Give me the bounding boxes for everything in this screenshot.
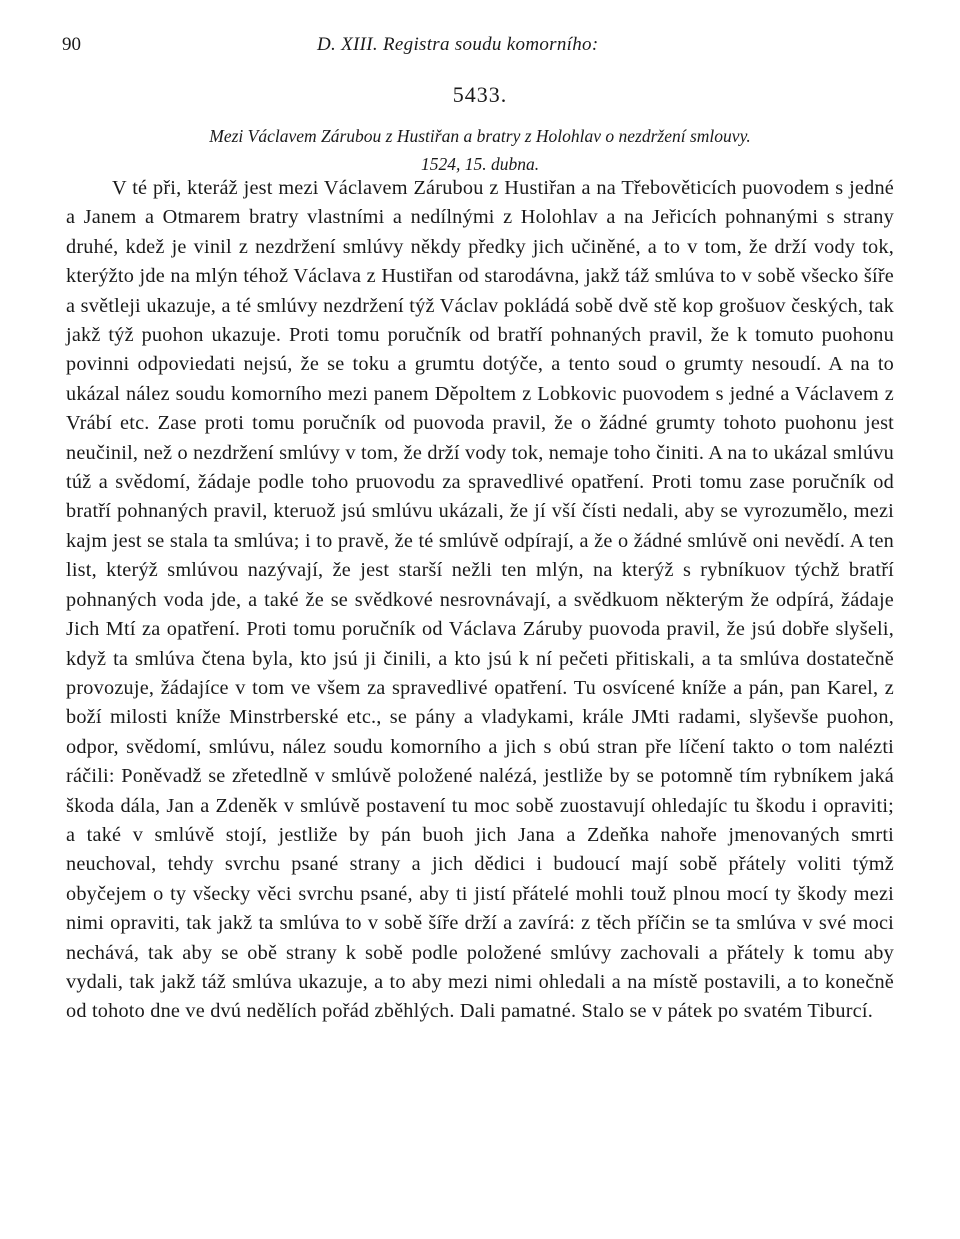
document-summary-block [60,122,900,178]
document-summary: Mezi Václavem Zárubou z Hustiřan a bratry z Holohlav o nezdržení smlouvy. [209,126,751,146]
document-number: 5433. [452,82,508,107]
running-head [62,34,902,60]
document-body-text: V té při, kteráž jest mezi Václavem Zárubou z Hustiřan a na Třebověticích puovodem s jedné a Janem a Otmarem bratry vlastními a nedílnými z Holohlav a na Jeřicích pohnanými s strany druhé, kdež je vinil z nezdržení smlúvy někdy předky jich učiněné, a to v tom, že drží vody tok, kterýžto jde na mlýn téhož Václava z Hustiřan od starodávna, jakž táž smlúva to v sobě všecko šíře a světleji ukazuje, a té smlúvy nezdržení týž Václav pokládá sobě dvě stě kop grošuov českých, tak jakž týž puohon ukazuje. Proti tomu poručník od bratří pohnaných pravil, že k tomuto puohonu povinni odpoviedati nejsú, že se toku a grumtu dotýče, a tento soud o grumty nesoudí. A na to ukázal nález soudu komorního mezi panem Děpoltem z Lobkovic puovodem s jedné a Václavem z Vrábí etc. Zase proti tomu poručník od puovoda pravil, že o žádné grumty tohoto puohonu jest neučinil, než o nezdržení smlúvy v tom, že drží vody tok, nemaje toho činiti. A na to ukázal smlúvu túž a svědomí, žádaje podle toho pruovodu za spravedlivé opatření. Proti tomu zase poručník od bratří pohnaných pravil, kteruož jsú smlúvu ukázali, že jí vší čísti nedali, aby se vyrozumělo, mezi kajm jest se stala ta smlúva; i to pravě, že té smlúvě odpírají, a že o žádné smlúvě oni nevědí. A ten list, kterýž smlúvou nazývají, že jest starší nežli ten mlýn, na kterýž s rybníkuov týchž bratří pohnaných voda jde, a také že se svědkové nesrovnávají, a svědkuom některým že odpírá, žádaje Jich Mtí za opatření. Proti tomu poručník od Václava Záruby puovoda pravil, že jsú dobře slyšeli, když ta smlúva čtena byla, kto jsú ji činili, a kto jsú k ní pečeti přitiskali, a ta smlúva dostatečně provozuje, žádajíce v tom ve všem za spravedlivé opatření. Tu osvícené kníže a pán, pan Karel, z boží milosti kníže Minstrberské etc., se pány a vladykami, krále JMti radami, slyševše puohon, odpor, svědomí, smlúvu, nález soudu komorního a jich s obú stran pře líčení takto o tom nalézti ráčili: Poněvadž se zřetedlně v smlúvě položené nalézá, jestliže by se potomně tím rybníkem jaká škoda dála, Jan a Zdeněk v smlúvě postavení tu moc sobě zuostavují ohledajíc tu škodu i opraviti; a také v smlúvě stojí, jestliže by pán buoh jich Jana a Zdeňka nahoře jmenovaných smrti neuchoval, tehdy svrchu psané strany a jich dědici i budoucí mají sobě přátely voliti týmž obyčejem o ty všecky věci svrchu psané, aby ti jistí přátelé mohli touž plnou mocí ty škody mezi nimi opraviti, tak jakž ta smlúva to v sobě šíře drží a zavírá: z těch příčin se ta smlúva v své moci nechává, tak aby se obě strany k sobě podle položené smlúvy zachovali a přátely k tomu aby vydali, tak jakž táž smlúva ukazuje, a to aby mezi nimi ohledali a na místě postavili, a to konečně od tohoto dne ve dvú nedělích pořád zběhlých. Dali pamatné. Stalo se v pátek po svatém Tiburcí. [66,177,894,1023]
document-date: 1524, 15. dubna. [420,154,540,174]
running-title: D. XIII. Registra soudu komorního: [317,34,599,55]
page-number: 90 [62,34,81,55]
